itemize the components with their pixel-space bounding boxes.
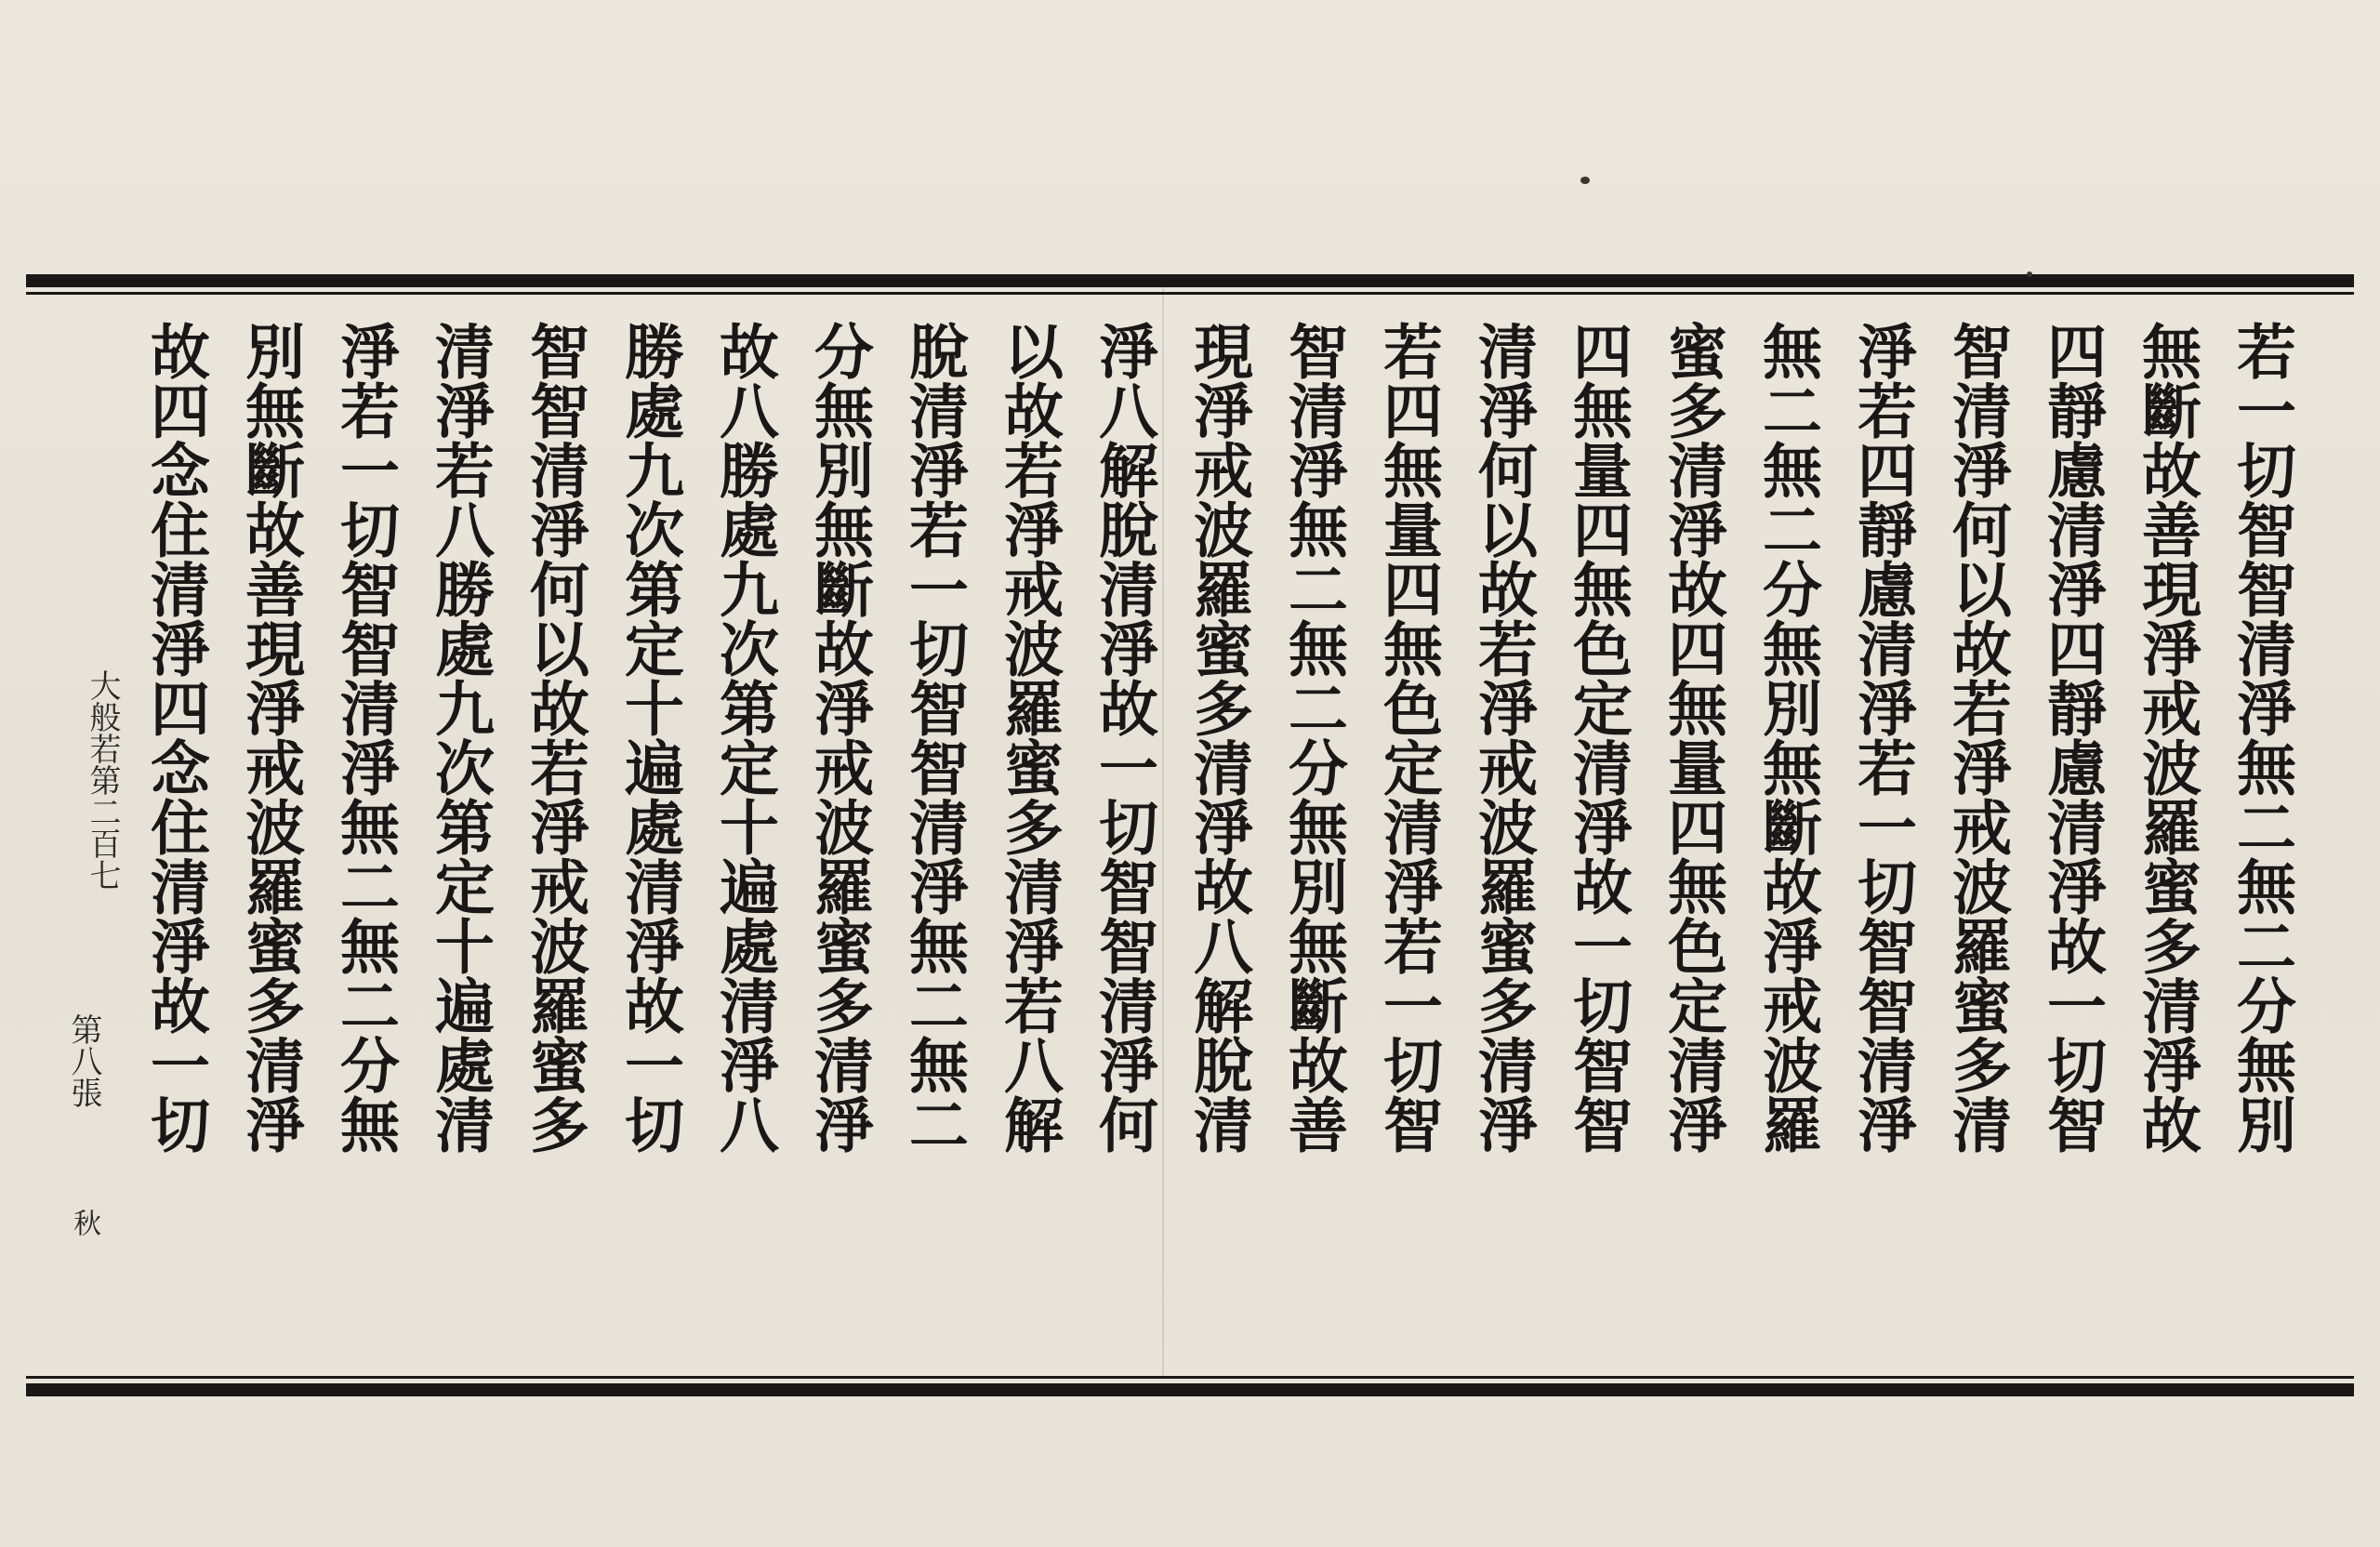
text-block [102,321,2296,1371]
bottom-border-thin [26,1376,2354,1379]
text-column: 故四念住清淨四念住清淨故一切 [140,321,210,1154]
text-column: 勝處九次第定十遍處清淨故一切 [615,321,684,1154]
text-column: 脫清淨若一切智智清淨無二無二 [899,321,969,1154]
text-column: 故八勝處九次第定十遍處清淨八 [709,321,779,1154]
text-column: 智清淨何以故若淨戒波羅蜜多清 [1942,321,2012,1154]
margin-title: 大般若第二百七 [84,669,121,891]
margin-sheet-number: 第八張 [65,1013,102,1108]
text-column: 若一切智智清淨無二無二分無別 [2227,321,2296,1154]
text-column: 清淨何以故若淨戒波羅蜜多清淨 [1468,321,1538,1154]
text-column: 淨若四靜慮清淨若一切智智清淨 [1847,321,1917,1154]
text-column: 智智清淨何以故若淨戒波羅蜜多 [520,321,589,1154]
text-column: 無斷故善現淨戒波羅蜜多清淨故 [2132,321,2202,1154]
text-column: 別無斷故善現淨戒波羅蜜多清淨 [235,321,305,1154]
margin-mark: 秋 [68,1209,100,1236]
text-column: 四無量四無色定清淨故一切智智 [1563,321,1633,1154]
top-border-thin [26,292,2354,295]
text-column: 無二無二分無別無斷故淨戒波羅 [1752,321,1822,1154]
text-column: 智清淨無二無二分無別無斷故善 [1278,321,1348,1154]
text-column: 若四無量四無色定清淨若一切智 [1373,321,1443,1154]
text-column: 淨八解脫清淨故一切智智清淨何 [1089,321,1158,1154]
text-column: 四靜慮清淨四靜慮清淨故一切智 [2037,321,2107,1154]
text-column: 分無別無斷故淨戒波羅蜜多清淨 [804,321,874,1154]
text-column: 清淨若八勝處九次第定十遍處清 [425,321,495,1154]
text-column: 淨若一切智智清淨無二無二分無 [330,321,400,1154]
text-column: 現淨戒波羅蜜多清淨故八解脫清 [1183,321,1253,1154]
ink-speck [2027,271,2032,277]
text-column: 以故若淨戒波羅蜜多清淨若八解 [994,321,1064,1154]
bottom-border-thick [26,1383,2354,1396]
top-border-thick [26,274,2354,287]
text-column: 蜜多清淨故四無量四無色定清淨 [1658,321,1727,1154]
ink-speck [1580,177,1590,184]
